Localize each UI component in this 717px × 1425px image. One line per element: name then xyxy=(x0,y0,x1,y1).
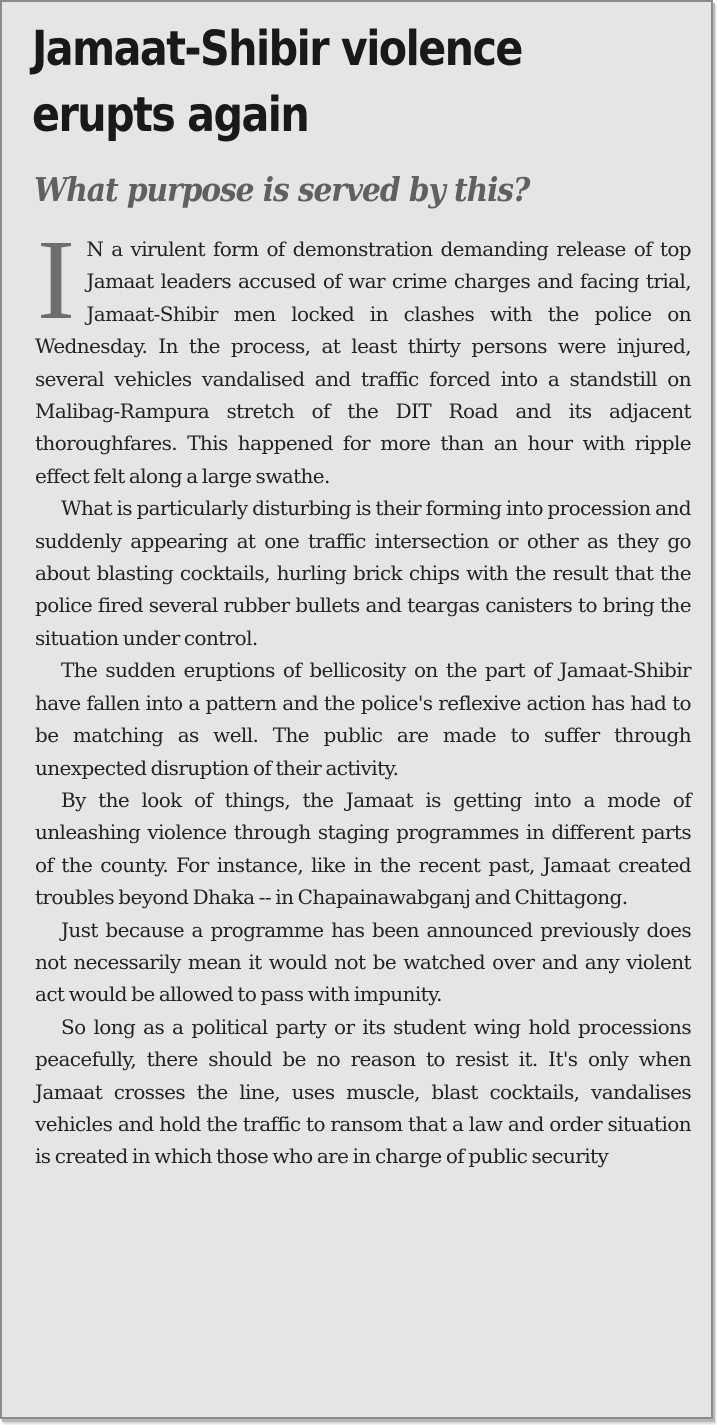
paragraph-1 xyxy=(35,216,691,492)
headline-line-1: Jamaat-Shibir violence xyxy=(32,21,522,77)
paragraph-2: What is particularly disturbing is their forming into procession and suddenly appearing at one traffic intersection or other as they go about blasting cocktails, hurling brick chips with the result that the police fired several rubber bullets and teargas canisters to bring the situation under control. xyxy=(35,496,691,650)
paragraph-4: By the look of things, the Jamaat is getting into a mode of unleashing violence through staging programmes in different parts of the county. For instance, like in the recent past, Jamaat created troubles beyond Dhaka -- in Chapainawabganj and Chittagong. xyxy=(35,787,691,910)
article-body xyxy=(35,216,691,1173)
drop-cap: I xyxy=(37,216,75,343)
subheadline: What purpose is served by this? xyxy=(34,170,530,209)
paragraph-6: So long as a political party or its student wing hold processions peacefully, there should be no reason to resist it. It's only when Jamaat crosses the line, uses muscle, blast cocktails, vandalises vehicles and hold the traffic to ransom that a law and order situation is created in which those who are in charge of public security xyxy=(35,1014,691,1169)
paragraph-1-text: N a virulent form of demonstration demanding release of top Jamaat leaders accused of war crime charges and facing trial, Jamaat-Shibir men locked in clashes with the police on Wednesday. In the process, at least thirty persons were injured, several vehicles vandalised and traffic forced into a standstill on Malibag-Rampura stretch of the DIT Road and its adjacent thoroughfares. This happened for more than an hour with ripple effect felt along a large swathe. xyxy=(35,237,691,488)
paragraph-3: The sudden eruptions of bellicosity on the part of Jamaat-Shibir have fallen into a pattern and the police's reflexive action has had to be matching as well. The public are made to suffer through unexpected disruption of their activity. xyxy=(35,658,691,780)
headline xyxy=(32,16,600,148)
headline-line-2: erupts again xyxy=(32,87,309,143)
paragraph-5: Just because a programme has been announced previously does not necessarily mean it would not be watched over and any violent act would be allowed to pass with impunity. xyxy=(35,917,691,1007)
